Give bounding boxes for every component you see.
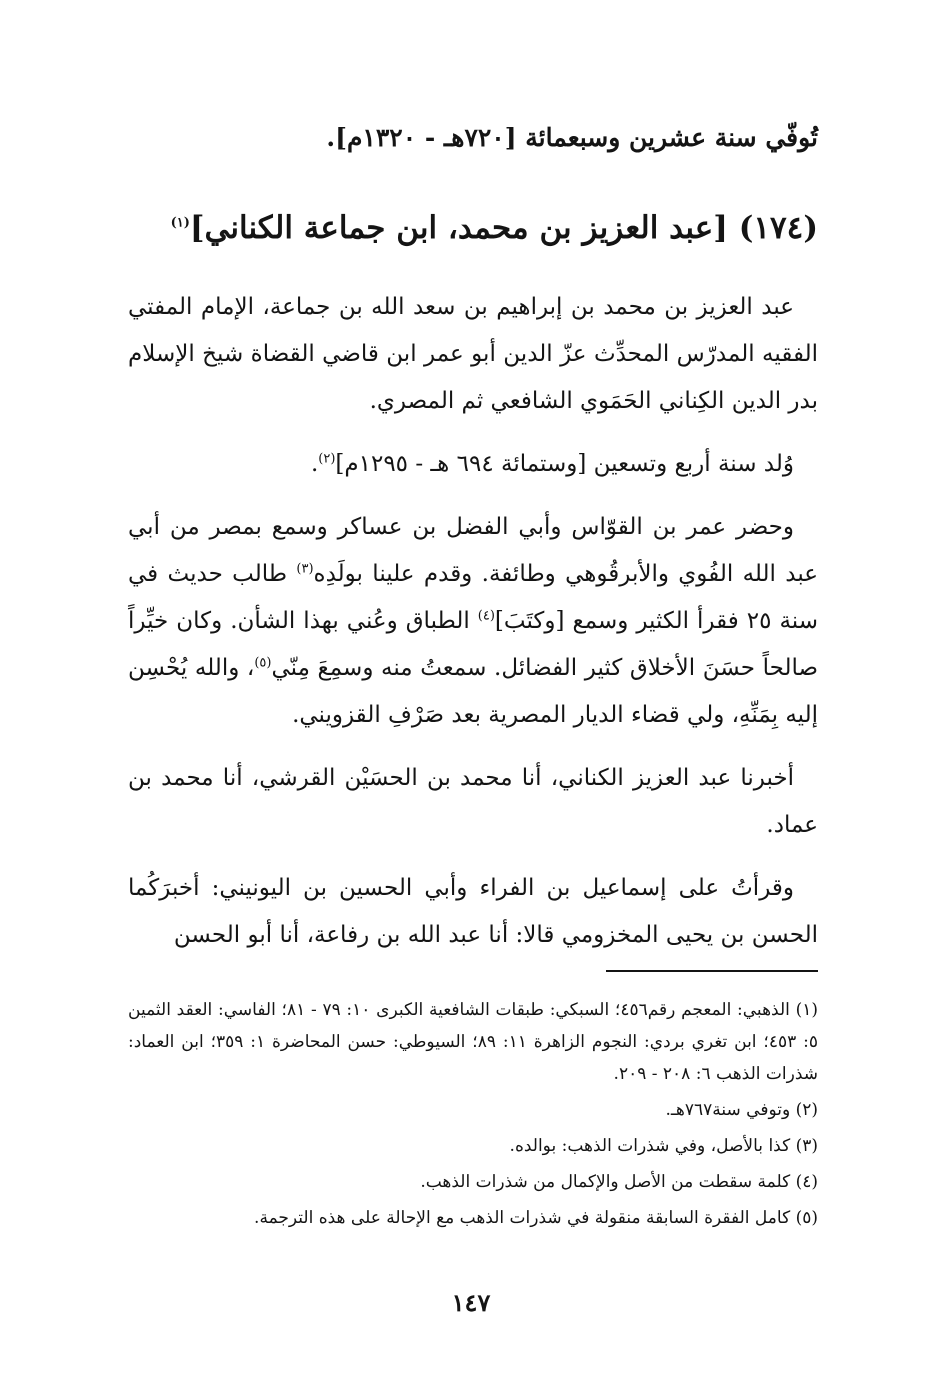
entry-heading — [128, 206, 818, 250]
footnote-marker-1: (١) — [170, 215, 190, 231]
intro-line: تُوفّي سنة عشرين وسبعمائة [٧٢٠هـ - ١٣٢٠م]. — [326, 123, 818, 152]
paragraph-3-part-c: الطباق وعُني بهذا الشأن. وكان خيِّراً صالحاً حسَنَ الأخلاق كثير الفضائل. سمعتُ منه وسمِعَ مِنّي — [128, 608, 818, 681]
paragraph-1: عبد العزيز بن محمد بن إبراهيم بن سعد الله بن جماعة، الإمام المفتي الفقيه المدرّس المحدِّث عزّ الدين أبو عمر ابن قاضي القضاة شيخ الإسلام بدر الدين الكِناني الحَمَوي الشافعي ثم المصري. — [128, 294, 818, 414]
entry-title: (١٧٤) [عبد العزيز بن محمد، ابن جماعة الكناني] — [189, 210, 818, 246]
paragraph-2 — [128, 441, 818, 488]
footnote-5: (٥) كامل الفقرة السابقة منقولة في شذرات الذهب مع الإحالة على هذه الترجمة. — [254, 1208, 818, 1228]
footnote-marker-2: (٢) — [318, 451, 336, 467]
paragraph-2-text: وُلد سنة أربع وتسعين [وستمائة ٦٩٤ هـ - ١٢٩٥م] — [335, 451, 794, 477]
footnote-2: (٢) وتوفي سنة٧٦٧هـ. — [665, 1100, 818, 1120]
footnotes — [128, 994, 818, 1238]
page-number: ١٤٧ — [451, 1288, 491, 1317]
footnote-1: (١) الذهبي: المعجم رقم٤٥٦؛ السبكي: طبقات الشافعية الكبرى ١٠: ٧٩ - ٨١؛ الفاسي: العقد الثمين ٥: ٤٥٣؛ ابن تغري بردي: النجوم الزاهرة ١١: ٨٩؛ السيوطي: حسن المحاضرة ١: ٣٥٩؛ ابن العماد: شذرات الذهب ٦: ٢٠٨ - ٢٠٩. — [128, 1000, 818, 1084]
footnote-4: (٤) كلمة سقطت من الأصل والإكمال من شذرات الذهب. — [420, 1172, 818, 1192]
body-text — [128, 284, 818, 975]
footnote-marker-5: (٥) — [254, 655, 272, 671]
paragraph-3-part-a: وحضر عمر بن القوّاس وأبي الفضل بن عساكر وسمع بمصر من أبي عبد الله الفُوي والأبرقُوهي وطائفة. وقدم علينا بولَدِه — [128, 514, 818, 587]
paragraph-4: أخبرنا عبد العزيز الكناني، أنا محمد بن الحسَيْن القرشي، أنا محمد بن عماد. — [128, 765, 818, 838]
paragraph-3-part-b: طالب حديث في سنة ٢٥ فقرأ الكثير وسمع [وكتَبَ] — [128, 561, 819, 634]
paragraph-5: وقرأتُ على إسماعيل بن الفراء وأبي الحسين بن اليونيني: أخبرَكُما الحسن بن يحيى المخزومي قالا: أنا عبد الله بن رفاعة، أنا أبو الحسن — [128, 875, 818, 948]
footnote-marker-4: (٤) — [477, 608, 495, 624]
footnote-3: (٣) كذا بالأصل، وفي شذرات الذهب: بوالده. — [509, 1136, 818, 1156]
footnote-marker-3: (٣) — [296, 561, 314, 577]
paragraph-3 — [128, 504, 818, 739]
paragraph-2-end: . — [310, 451, 319, 477]
footnote-separator — [606, 970, 818, 972]
paragraph-3-part-d: ، والله يُحْسِن إليه بِمَنِّهِ، ولي قضاء الديار المصرية بعد صَرْفِ القزويني. — [128, 655, 818, 728]
